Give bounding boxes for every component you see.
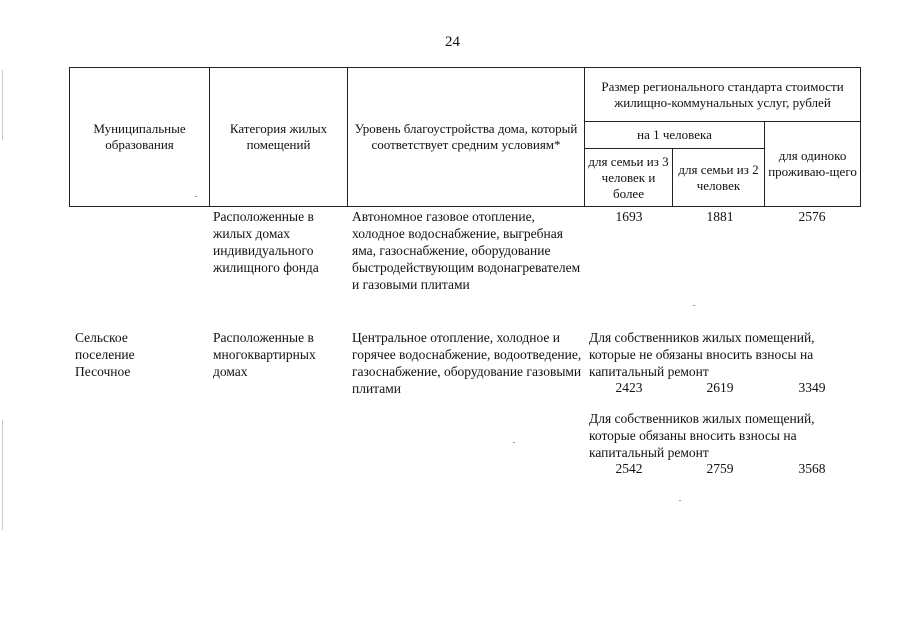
scan-edge	[2, 70, 3, 140]
row1-level-text: Автономное газовое отопление, холодное водоснабжение, выгребная яма, газоснабжение, оборудование быстродействующим водонагревателем и газовыми плитами	[352, 209, 581, 292]
row2-level-text: Центральное отопление, холодное и горячее водоснабжение, водоотведение, газоснабжение, оборудование газовыми плитами	[352, 330, 582, 396]
header-municipal: Муниципальные образования	[70, 68, 210, 207]
row1-category	[213, 208, 345, 276]
row1-value-family2: 1881	[706, 209, 734, 224]
row2-group1-value-family3: 2423	[615, 380, 643, 395]
scan-speck	[679, 500, 681, 501]
row2-category-text: Расположенные в многоквартирных домах	[213, 330, 316, 379]
row2-municipality-text: Сельское поселение Песочное	[75, 330, 135, 379]
row2-group1-note	[589, 329, 854, 380]
header-per-person: на 1 человека	[585, 122, 765, 149]
row2-group2-value-family2: 2759	[706, 461, 734, 476]
row2-group1-value-single: 3349	[798, 380, 826, 395]
row1-level	[352, 208, 584, 293]
header-single: для одиноко проживаю-щего	[765, 122, 861, 207]
scan-speck	[693, 305, 695, 306]
header-family2: для семьи из 2 человек	[673, 149, 765, 207]
row2-municipality	[75, 329, 155, 380]
table-header	[69, 67, 861, 207]
row2-group2-value-family3: 2542	[615, 461, 643, 476]
row2-group2-note-text: Для собственников жилых помещений, которые обязаны вносить взносы на капитальный ремонт	[589, 411, 815, 460]
header-category: Категория жилых помещений	[210, 68, 348, 207]
row2-group2-note	[589, 410, 854, 461]
page-number: 24	[445, 34, 460, 50]
row1-category-text: Расположенные в жилых домах индивидуального жилищного фонда	[213, 209, 319, 275]
header-family3: для семьи из 3 человек и более	[585, 149, 673, 207]
row1-value-family3: 1693	[615, 209, 643, 224]
row2-level	[352, 329, 584, 397]
header-standard: Размер регионального стандарта стоимости жилищно-коммунальных услуг, рублей	[585, 68, 861, 122]
header-level: Уровень благоустройства дома, который соответствует средним условиям*	[348, 68, 585, 207]
row2-category	[213, 329, 345, 380]
row2-group1-note-text: Для собственников жилых помещений, которые не обязаны вносить взносы на капитальный ремонт	[589, 330, 815, 379]
row2-group2-value-single: 3568	[798, 461, 826, 476]
row1-value-single: 2576	[798, 209, 826, 224]
scan-speck	[195, 196, 197, 197]
scan-edge	[2, 420, 3, 530]
row2-group1-value-family2: 2619	[706, 380, 734, 395]
scan-speck	[513, 442, 515, 443]
